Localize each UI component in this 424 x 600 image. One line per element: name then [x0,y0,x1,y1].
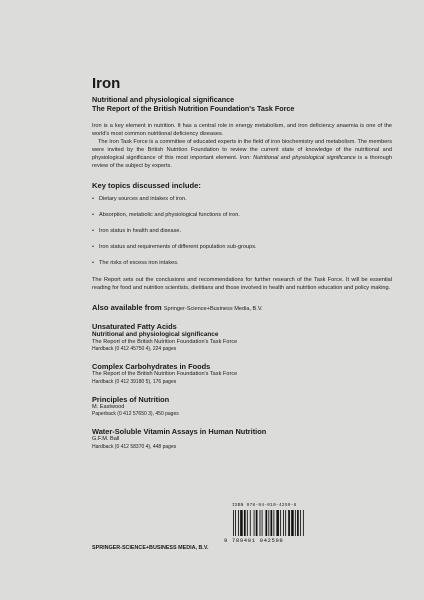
book-entry-title: Unsaturated Fatty Acids [92,321,177,331]
intro-paragraph-1: Iron is a key element in nutrition. It has a central role in energy metabolism, and iron deficiency anaemia is one of the world's most common nutritional deficiency diseases. [92,123,392,137]
book-entry-title: Complex Carbohydrates in Foods [92,362,211,372]
barcode-number: 9 789401 042598 [224,537,284,544]
book-entry-author: G.F.M. Ball [92,436,120,443]
book-title: Iron [92,75,121,92]
book-entry-details: Paperback (0 412 57650 3), 450 pages [92,411,179,418]
book-entry [92,395,392,419]
isbn-label: ISBN 978-94-010-4259-8 [232,503,297,508]
topics-list [92,196,392,268]
also-available-heading [92,303,392,312]
book-entry [92,362,392,386]
topic-item: • Iron status in health and disease. [92,228,392,235]
intro-paragraph-2 [92,139,392,171]
topic-item: • Absorption, metabolic and physiological functions of iron. [92,212,392,219]
book-subtitle-2: The Report of the British Nutrition Foundation's Task Force [92,104,295,113]
book-entry [92,427,392,451]
barcode-icon [232,510,316,536]
topic-item: • The risks of excess iron intakes. [92,260,392,267]
book-entry [92,322,392,354]
intro-paragraph-2-end: is a thorough review of the subject by experts. [92,154,392,169]
book-entry-author: The Report of the British Nutrition Foundation's Task Force [92,371,238,378]
book-entry-title: Principles of Nutrition [92,394,170,404]
closing-paragraph: The Report sets out the conclusions and recommendations for further research of the Task Force. It will be essential reading for food and nutrition scientists, dietitians and those involved in health and nutrition education and policy making. [92,276,392,291]
book-entry-title: Water-Soluble Vitamin Assays in Human Nutrition [92,427,267,437]
also-available-label: Also available from [92,302,162,312]
intro-paragraph-2-text: The Iron Task Force is a committee of educated experts in the field of iron biochemistry and metabolism. The members were invited by the British Nutrition Foundation to review the current state of knowledge of the nutritional and physiological significance of this most important element. [92,138,392,161]
topics-heading: Key topics discussed include: [92,180,201,190]
book-entry-author: The Report of the British Nutrition Foundation's Task Force [92,338,238,345]
book-entry-details: Hardback (0 412 45750 4), 224 pages [92,346,177,353]
intro-italic-title: Iron: Nutritional and physiological significance [239,154,356,161]
book-entry-author: M. Eastwood [92,403,125,410]
publisher-footer: SPRINGER-SCIENCE+BUSINESS MEDIA, B.V. [92,545,209,551]
topic-item: • Iron status and requirements of different population sub-groups. [92,244,392,251]
book-entry-details: Hardback (0 412 39180 5), 176 pages [92,378,177,385]
book-subtitle-1: Nutritional and physiological significance [92,95,235,104]
book-entry-details: Hardback (0 412 58370 4), 448 pages [92,443,177,450]
book-entry-subtitle: Nutritional and physiological significance [92,330,219,338]
cover-content [92,76,392,460]
also-available-publisher: Springer-Science+Business Media, B.V. [163,305,263,312]
topic-item: • Dietary sources and intakes of iron. [92,196,392,203]
